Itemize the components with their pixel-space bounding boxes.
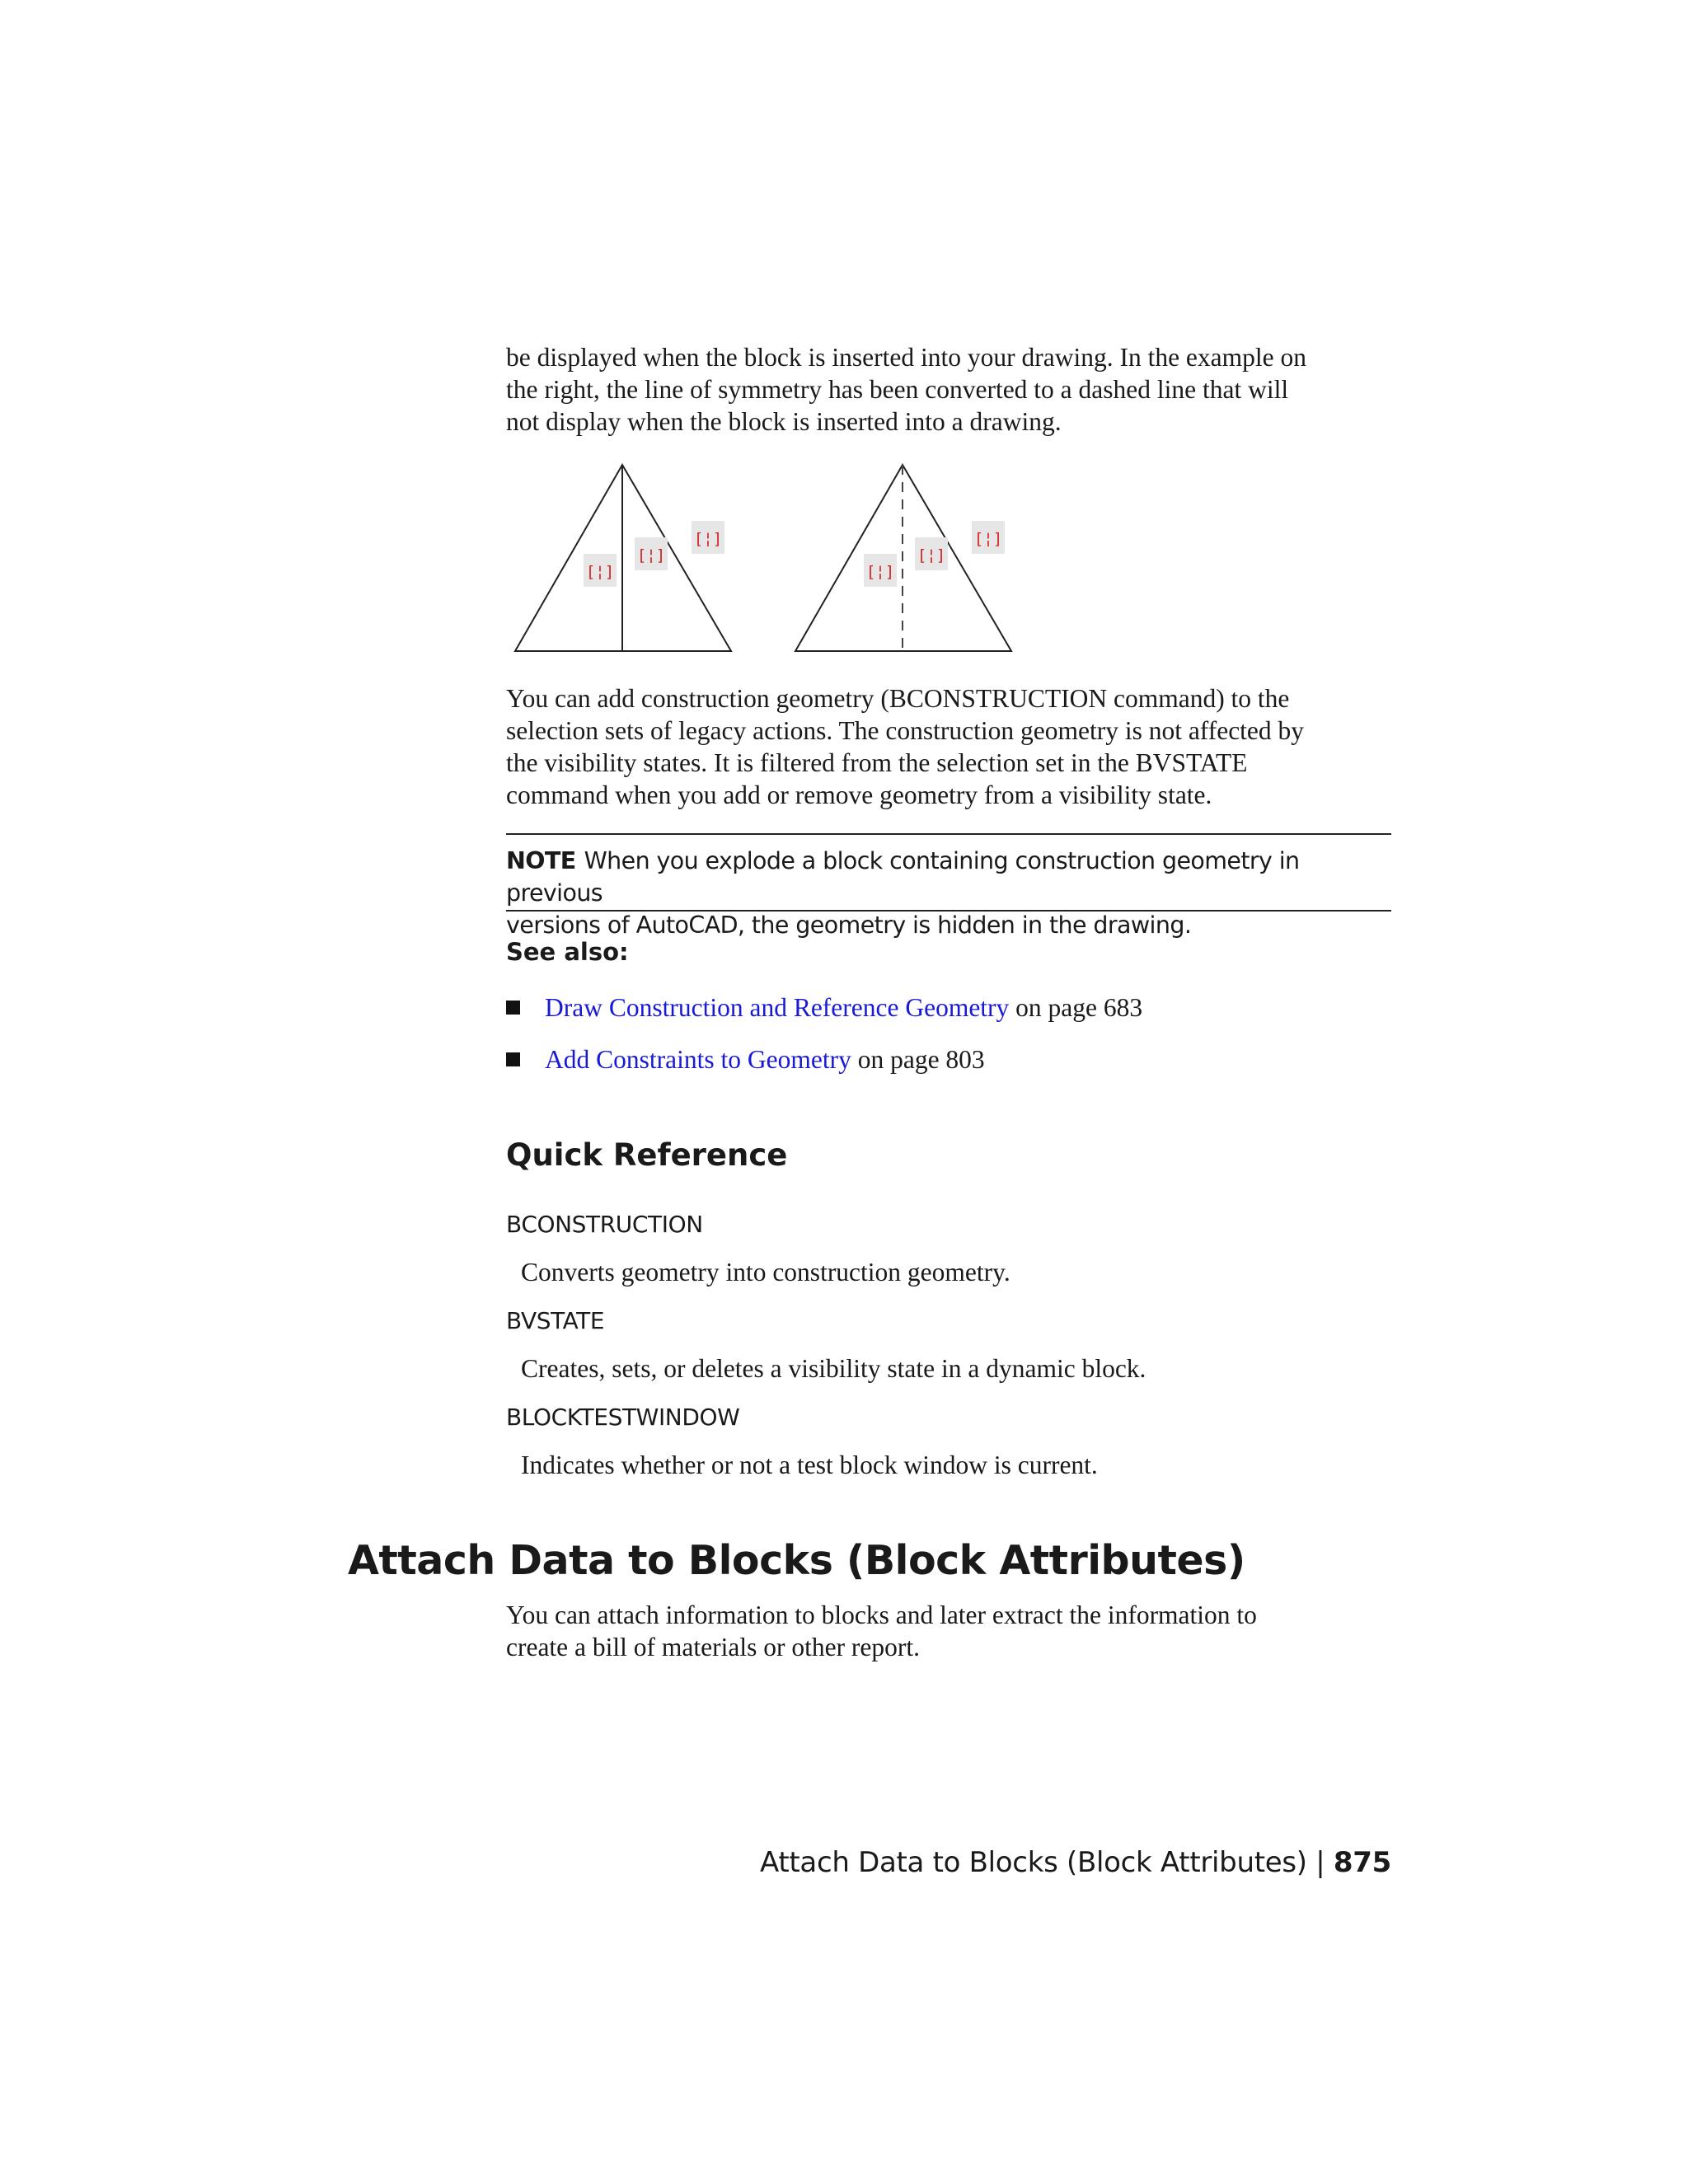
footer-separator: | [1306, 1846, 1334, 1879]
symmetry-figure-svg [506, 458, 1042, 656]
quick-reference-heading: Quick Reference [506, 1137, 788, 1173]
command-description: Indicates whether or not a test block window is current. [521, 1451, 1098, 1479]
command-name: BLOCKTESTWINDOW [506, 1404, 740, 1431]
command-description: Converts geometry into construction geometry. [521, 1258, 1010, 1286]
construction-line-3: the visibility states. It is filtered from the selection set in the BVSTATE [506, 748, 1248, 777]
see-also-page-ref: on page 803 [851, 1045, 985, 1074]
left-triangle-block [515, 465, 731, 651]
attach-line-2: create a bill of materials or other report. [506, 1633, 921, 1661]
command-description: Creates, sets, or deletes a visibility state in a dynamic block. [521, 1354, 1146, 1383]
intro-paragraph [506, 341, 1391, 438]
note-label: NOTE [506, 847, 576, 874]
see-also-item [506, 1043, 985, 1076]
see-also-page-ref: on page 683 [1009, 993, 1143, 1022]
svg-text:[¦]: [¦] [693, 530, 723, 548]
see-also-item [506, 991, 1142, 1024]
construction-line-4: command when you add or remove geometry from a visibility state. [506, 780, 1212, 809]
see-also-link-draw-construction[interactable]: Draw Construction and Reference Geometry [545, 993, 1010, 1022]
note-box [506, 833, 1391, 939]
parameter-marker-icon [972, 521, 1005, 554]
intro-line-1: be displayed when the block is inserted into your drawing. In the example on [506, 343, 1307, 372]
note-text [506, 845, 1391, 941]
note-line-2: versions of AutoCAD, the geometry is hidden in the drawing. [506, 912, 1192, 939]
parameter-marker-icon [692, 521, 724, 554]
section-heading: Attach Data to Blocks (Block Attributes) [348, 1537, 1245, 1584]
command-name: BCONSTRUCTION [506, 1211, 703, 1238]
page-number: 875 [1333, 1846, 1391, 1879]
parameter-marker-icon [915, 537, 948, 570]
bullet-square-icon [506, 1052, 520, 1066]
intro-line-2: the right, the line of symmetry has been converted to a dashed line that will [506, 375, 1289, 404]
footer-title: Attach Data to Blocks (Block Attributes) [759, 1846, 1307, 1879]
parameter-marker-icon [584, 554, 617, 587]
bullet-square-icon [506, 1001, 520, 1015]
construction-line-2: selection sets of legacy actions. The construction geometry is not affected by [506, 716, 1305, 745]
construction-paragraph [506, 682, 1391, 811]
see-also-link-add-constraints[interactable]: Add Constraints to Geometry [545, 1045, 851, 1074]
parameter-marker-icon [635, 537, 668, 570]
svg-text:[¦]: [¦] [917, 546, 946, 565]
svg-text:[¦]: [¦] [865, 563, 895, 581]
note-line-1: When you explode a block containing construction geometry in previous [506, 847, 1300, 907]
intro-line-3: not display when the block is inserted into a drawing. [506, 407, 1062, 436]
right-triangle-block [795, 465, 1011, 651]
construction-line-1: You can add construction geometry (BCONSTRUCTION command) to the [506, 684, 1290, 713]
svg-text:[¦]: [¦] [973, 530, 1003, 548]
symmetry-figure [506, 458, 1042, 656]
attach-paragraph [506, 1599, 1391, 1663]
svg-text:[¦]: [¦] [636, 546, 666, 565]
svg-text:[¦]: [¦] [585, 563, 615, 581]
page-footer [760, 1846, 1391, 1879]
parameter-marker-icon [864, 554, 897, 587]
see-also-heading: See also: [506, 938, 629, 966]
attach-line-1: You can attach information to blocks and later extract the information to [506, 1601, 1257, 1629]
command-name: BVSTATE [506, 1307, 605, 1334]
